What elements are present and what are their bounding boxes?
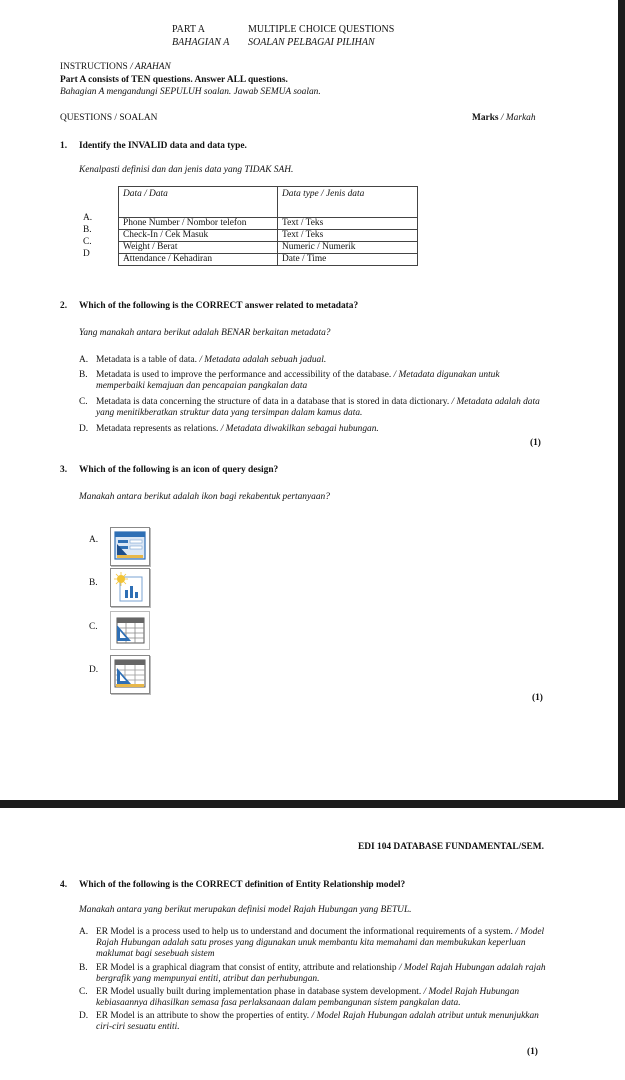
option-letter: B. [79,370,88,380]
header-cell: Data type / Jenis data [278,187,418,218]
question-number: 1. [60,141,68,151]
table-cell: Attendance / Kehadiran [119,254,278,266]
option-letter: C. [83,237,92,247]
option-letter: C. [79,397,88,407]
table-row [119,218,418,230]
section-title: MULTIPLE CHOICE QUESTIONS [248,24,395,35]
option-text: Metadata is data concerning the structure of data in a database that is stored in data dictionary. / Metadata adalah data yang menitikberatkan struktur data yang tersimpan dalam kamus data. [96,397,540,418]
option-text: ER Model is a graphical diagram that consist of entity, attribute and relationship / Model Rajah Hubungan adalah rajah bergrafik yang mempunyai entiti, atribut dan perhubungan. [96,963,546,984]
table-row [119,230,418,242]
report-chart-icon [110,568,150,607]
instructions-line-ms: Bahagian A mengandungi SEPULUH soalan. Jawab SEMUA soalan. [60,87,321,97]
part-title: PART A [172,24,206,35]
question-text-ms: Manakah antara yang berikut merupakan definisi model Rajah Hubungan yang BETUL. [79,905,412,915]
option-text: ER Model is an attribute to show the properties of entity. / Model Rajah Hubungan adalah atribut untuk menunjukkan ciri-ciri sesuatu entiti. [96,1011,539,1032]
question-number: 3. [60,465,68,475]
option-letter: D. [79,1011,89,1021]
marks-value: (1) [532,693,543,703]
table-cell: Check-In / Cek Masuk [119,230,278,242]
option-letter: D. [89,665,99,675]
form-design-icon [110,527,150,566]
option-letter: A. [79,355,89,365]
table-cell: Numeric / Numerik [278,242,418,254]
table-header-row [119,187,418,218]
option-letter: B. [79,963,88,973]
option-text: ER Model usually built during implementation phase in database system development. / Model Rajah Hubungan kebiasaannya dihasilkan semasa fasa perlaksanaan dalam pembangunan sistem pangkalan data. [96,987,520,1008]
table-cell: Text / Teks [278,218,418,230]
table-row [119,242,418,254]
option-text: ER Model is a process used to help us to understand and document the informational requirements of a system. / Model Rajah Hubungan adalah satu proses yang digunakan unuk membantu kita memahami dan membukukan keperluan maklumat bagi sesebuah sistem [96,927,545,959]
section-title-ms: SOALAN PELBAGAI PILIHAN [248,37,375,48]
question-text-ms: Yang manakah antara berikut adalah BENAR berkaitan metadata? [79,328,331,338]
option-letter: A. [79,927,89,937]
marks-value: (1) [530,438,541,448]
question-text: Which of the following is an icon of query design? [79,465,279,475]
exam-page-2 [0,808,625,1080]
header-cell: Data / Data [119,187,278,218]
question-text: Which of the following is the CORRECT answer related to metadata? [79,301,359,311]
table-cell: Phone Number / Nombor telefon [119,218,278,230]
question-text: Which of the following is the CORRECT definition of Entity Relationship model? [79,880,406,890]
option-text: Metadata represents as relations. / Metadata diwakilkan sebagai hubungan. [96,424,379,434]
option-letter: C. [89,622,98,632]
marks-value: (1) [527,1047,538,1057]
option-text: Metadata is used to improve the performance and accessibility of the database. / Metadata digunakan untuk memperbaiki kemajuan dan pencapaian pangkalan data [96,370,500,391]
question-text-ms: Kenalpasti definisi dan dan jenis data yang TIDAK SAH. [79,165,294,175]
part-title-ms: BAHAGIAN A [172,37,230,48]
question-number: 2. [60,301,68,311]
data-type-table [118,186,418,266]
table-cell: Text / Teks [278,230,418,242]
question-text-ms: Manakah antara berikut adalah ikon bagi rekabentuk pertanyaan? [79,492,330,502]
option-text: Metadata is a table of data. / Metadata adalah sebuah jadual. [96,355,327,365]
instructions-line: Part A consists of TEN questions. Answer ALL questions. [60,75,288,85]
option-letter: A. [83,213,93,223]
table-design-icon [110,611,150,650]
question-text: Identify the INVALID data and data type. [79,141,247,151]
table-cell: Date / Time [278,254,418,266]
running-header: EDI 104 DATABASE FUNDAMENTAL/SEM. [358,842,544,852]
question-number: 4. [60,880,68,890]
option-letter: D [83,249,90,259]
option-letter: D. [79,424,89,434]
marks-heading: Marks / Markah [472,113,536,123]
instructions-heading: INSTRUCTIONS / ARAHAN [60,62,171,72]
query-design-icon [110,655,150,694]
table-row [119,254,418,266]
option-letter: B. [89,578,98,588]
table-cell: Weight / Berat [119,242,278,254]
option-letter: A. [89,535,99,545]
questions-heading: QUESTIONS / SOALAN [60,113,158,123]
option-letter: B. [83,225,92,235]
option-letter: C. [79,987,88,997]
